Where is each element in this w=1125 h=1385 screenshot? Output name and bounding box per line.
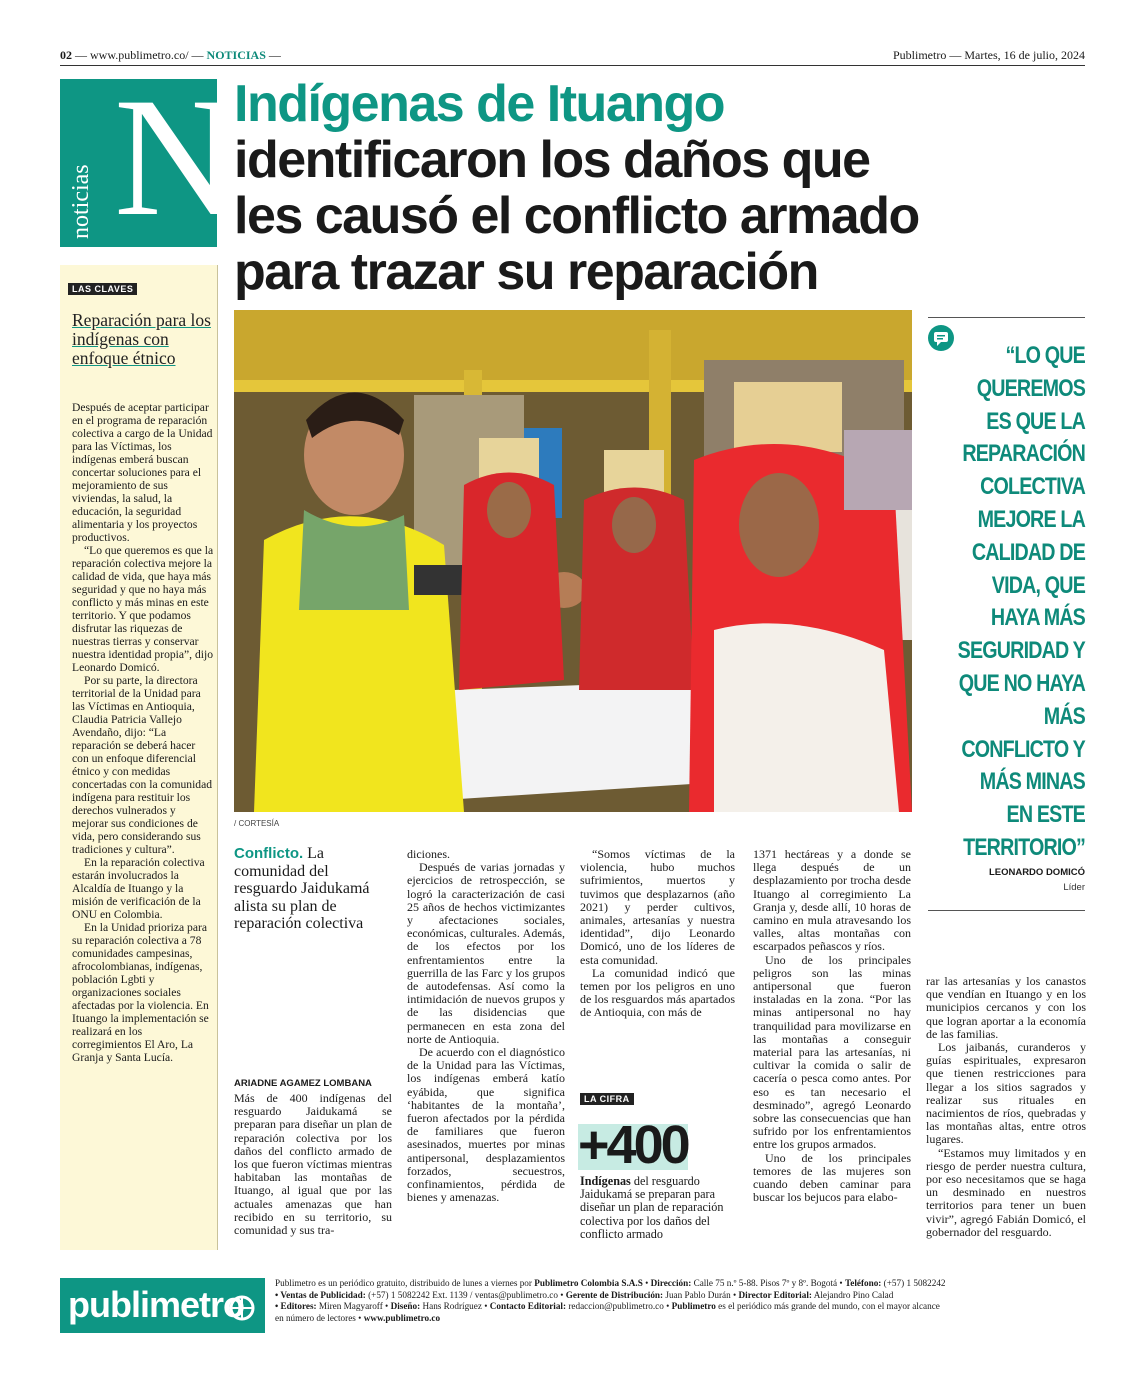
footer-text: Publimetro es un periódico gratuito, distribuido de lunes a viernes por — [275, 1278, 535, 1288]
byline: ARIADNE AGAMEZ LOMBANA — [234, 1078, 372, 1089]
footer-website-link[interactable]: www.publimetro.co — [363, 1312, 441, 1323]
page-number: 02 — [60, 48, 72, 62]
sidebar-body — [72, 401, 214, 1064]
globe-icon — [228, 1294, 256, 1322]
footer-strong: • Ventas de Publicidad: — [275, 1289, 366, 1300]
headline — [234, 76, 1094, 300]
footer-text: Juan Pablo Durán • — [663, 1289, 739, 1300]
cifra-number: +400 — [578, 1115, 688, 1175]
photo-credit: / CORTESÍA — [234, 819, 280, 828]
footer-credits — [275, 1278, 1075, 1324]
footer-strong: Dirección: — [650, 1278, 692, 1288]
headline-line-3: les causó el conflicto armado — [234, 187, 919, 245]
article-paragraph: “Estamos muy limitados y en riesgo de perder nuestra cultura, por eso necesitamos que se haga un desminado en nuestros territorios para tener un buen vivir”, agregó Fabián Domicó, el gobernador del resguardo. — [926, 1145, 1086, 1239]
article-column-5 — [926, 975, 1086, 1239]
quote-rule-bottom — [928, 910, 1085, 911]
sidebar-tag-wrap — [68, 279, 137, 297]
footer-text: • — [642, 1278, 651, 1288]
sidebar-tag: LAS CLAVES — [68, 283, 137, 295]
quote-author: LEONARDO DOMICÓ — [988, 867, 1085, 878]
footer-strong: Diseño: — [390, 1301, 421, 1312]
article-paragraph: 1371 hectáreas y a donde se llega después de un desplazamiento por trocha desde Ituango al corregimiento La Granja y, desde allí, 10 horas de camino en mula atravesando los valles, altas montañas con escarpados peñascos y ríos. — [753, 847, 911, 954]
footer-text: Hans Rodríguez • — [420, 1301, 490, 1312]
footer-text: es el periódico más grande del mundo, con el mayor alcance — [715, 1301, 940, 1312]
article-kicker — [234, 845, 394, 933]
footer-strong: • Editores: — [275, 1301, 317, 1312]
article-paragraph: “Somos víctimas de la violencia, hubo muchos sufrimientos, muertos y tuvimos que desplazarnos (año 2021) y perder cultivos, animales, artesanías y nuestra identidad”, dijo Leonardo Domicó, uno de los líderes de esta comunidad. — [580, 847, 735, 967]
footer-strong: Gerente de Distribución: — [565, 1289, 664, 1300]
cifra-tag-wrap — [580, 1089, 634, 1107]
section-word: noticias — [68, 164, 94, 239]
article-column-4 — [753, 848, 911, 1204]
footer-line-4 — [275, 1313, 1075, 1325]
cifra-bold: Indígenas — [580, 1174, 631, 1188]
cifra-body: del resguardo Jaidukamá se preparan para diseñar un plan de reparación colectiva por los daños del conflicto armado — [580, 1174, 724, 1241]
sidebar-claves — [60, 265, 218, 1250]
publication-name: Publimetro — [893, 48, 947, 62]
publimetro-logo[interactable] — [60, 1278, 265, 1333]
article-paragraph: Uno de los principales peligros son las minas antipersonal que fueron instaladas en la zona. “Por las minas antipersonal no hay tranquilidad para movilizarse en las montañas a conseguir material para las artesanías, ni cultivar la comida o salir de cacería o pesca como antes. Por eso es tan necesario el desminado”, agregó Leonardo sobre las consecuencias que han sufrido por los enfrentamientos entre los grupos armados. — [753, 952, 911, 1152]
section-label: NOTICIAS — [206, 48, 266, 62]
article-paragraph: diciones. — [407, 847, 450, 861]
kicker-label: Conflicto. — [234, 845, 304, 862]
site-link[interactable]: www.publimetro.co/ — [90, 48, 189, 62]
sidebar-paragraph: En la reparación colectiva estarán involucrados la Alcaldía de Ituango y la misión de verificación de la ONU en Colombia. — [72, 856, 205, 921]
footer-text: en número de lectores • — [275, 1312, 364, 1323]
footer-line-1 — [275, 1278, 1075, 1290]
sidebar-paragraph: Después de aceptar participar en el programa de reparación colectiva a cargo de la Unidad para las Víctimas, los indígenas emberá buscan concertar soluciones para el mejoramiento de sus viviendas, la salud, la educación, la seguridad alimentaria y los proyectos productivos. — [72, 401, 213, 544]
article-column-3 — [580, 848, 735, 1020]
footer-text: Calle 75 n.º 5-88. Pisos 7º y 8º. Bogotá • — [691, 1278, 845, 1288]
sidebar-paragraph: En la Unidad prioriza para su reparación colectiva a 78 comunidades campesinas, afrocolombianas, indígenas, población Lgbti y organizaciones sociales afectadas por la violencia. En Ituango la implementación se realizará en los corregimientos El Aro, La Granja y Santa Lucía. — [72, 921, 209, 1064]
pull-quote: “LO QUE QUEREMOS ES QUE LA REPARACIÓN COLECTIVA MEJORE LA CALIDAD DE VIDA, QUE HAYA MÁS SEGURIDAD Y QUE NO HAYA MÁS CONFLICTO Y MÁS MINAS EN ESTE TERRITORIO” — [957, 342, 1085, 861]
footer-line-3 — [275, 1301, 1075, 1313]
quote-author-role: Líder — [1063, 882, 1085, 893]
footer-strong: Publimetro Colombia S.A.S — [534, 1278, 643, 1288]
sidebar-paragraph: “Lo que queremos es que la reparación colectiva mejore la calidad de vida, que haya más seguridad y que no haya más conflicto y más minas en este territorio. Y que podamos disfrutar las riquezas de nuestras tierras y conservar nuestra identidad propia”, dijo Leonardo Domicó. — [72, 544, 214, 674]
article-paragraph: La comunidad indicó que temen por los peligros en uno de los resguardos más apartados de Antioquia, con más de — [580, 965, 735, 1020]
footer-text: (+57) 1 5082242 Ext. 1139 / ventas@publimetro.co • — [365, 1289, 566, 1300]
article-paragraph: Uno de los principales temores de las mujeres son cuando deben caminar para buscar los bejucos para elabo- — [753, 1150, 911, 1205]
headline-line-2: identificaron los daños que — [234, 131, 870, 189]
section-block — [60, 63, 237, 251]
speech-bubble-icon — [928, 325, 954, 351]
logo-text: publimetro — [68, 1284, 244, 1325]
footer-strong: Contacto Editorial: — [489, 1301, 567, 1312]
article-paragraph: Después de varias jornadas y ejercicios de retrospección, se logró la caracterización de casi 25 años de hechos victimizantes y afectaciones sociales, económicas, culturales. Además, de los efectos por los enfrentamientos entre la guerrilla de las Farc y los grupos de autodefensas. Así como la intimidación de nuevos grupos y de las disidencias que permanecen en esta zona del norte de Antioquia. — [407, 860, 565, 1046]
sidebar-paragraph: Por su parte, la directora territorial de la Unidad para las Víctimas en Antioquia, Claudia Patricia Vallejo Avendaño, dijo: “La reparación se deberá hacer con un enfoque diferencial étnico y con medidas concertadas con la comunidad indígena para restituir los derechos vulnerados y mejorar sus condiciones de vida, pero considerando sus tradiciones y cultura”. — [72, 674, 213, 856]
article-paragraph: De acuerdo con el diagnóstico de la Unidad para las Víctimas, los indígenas emberá katío eyábida, que significa ‘habitantes de la montaña’, fueron afectados por la pérdida de familiares que fueron asesinados, muertes por minas antipersonal, desplazamientos forzados, secuestros, confinamientos, pérdida de bienes y amenazas. — [407, 1045, 565, 1205]
section-letter: N — [114, 63, 237, 251]
footer-text: (+57) 1 5082242 — [881, 1278, 946, 1288]
photo-illustration — [234, 310, 912, 812]
article-paragraph: Los jaibanás, curanderos y guías espirituales, expresaron que tienen restricciones para llegar a los sitios sagrados y realizar sus rituales en nacimientos de ríos, quebradas y las montañas altas, entre otros lugares. — [926, 1040, 1086, 1147]
sidebar-subtitle: Reparación para los indígenas con enfoque étnico — [72, 310, 211, 368]
article-column-1 — [234, 1092, 392, 1237]
headline-line-1: Indígenas de Ituango — [234, 75, 725, 133]
kicker-text: La comunidad del resguardo Jaidukamá alista su plan de reparación colectiva — [234, 845, 370, 932]
footer-text: Miren Magyaroff • — [316, 1301, 391, 1312]
article-paragraph: Más de 400 indígenas del resguardo Jaidukamá se preparan para diseñar un plan de reparación colectiva por los daños del conflicto armado de los que fueron víctimas mientras habitaban las montañas de Ituango, al igual que por las actuales amenazas que han recibido en su territorio, su comunidad y sus tra- — [234, 1091, 392, 1238]
footer-text: redaccion@publimetro.co • — [566, 1301, 672, 1312]
cifra-text — [580, 1175, 735, 1241]
header-right: Publimetro — Martes, 16 de julio, 2024 — [893, 48, 1085, 62]
footer-strong: Publimetro — [671, 1301, 716, 1312]
header-left: 02 — www.publimetro.co/ — NOTICIAS — — [60, 48, 281, 62]
issue-date: Martes, 16 de julio, 2024 — [964, 48, 1085, 62]
cifra-tag: LA CIFRA — [580, 1093, 634, 1105]
footer-strong: Teléfono: — [844, 1278, 882, 1288]
footer-strong: Director Editorial: — [738, 1289, 812, 1300]
article-paragraph: rar las artesanías y los canastos que vendían en Ituango y en los municipios cercanos y con los que logran aportar a la economía de las familias. — [926, 974, 1086, 1041]
article-column-2 — [407, 848, 565, 1204]
main-photo — [234, 310, 912, 812]
quote-rule-top — [928, 317, 1085, 318]
footer-line-2 — [275, 1290, 1075, 1302]
headline-line-4: para trazar su reparación — [234, 243, 818, 301]
footer-text: Alejandro Pino Calad — [811, 1289, 894, 1300]
